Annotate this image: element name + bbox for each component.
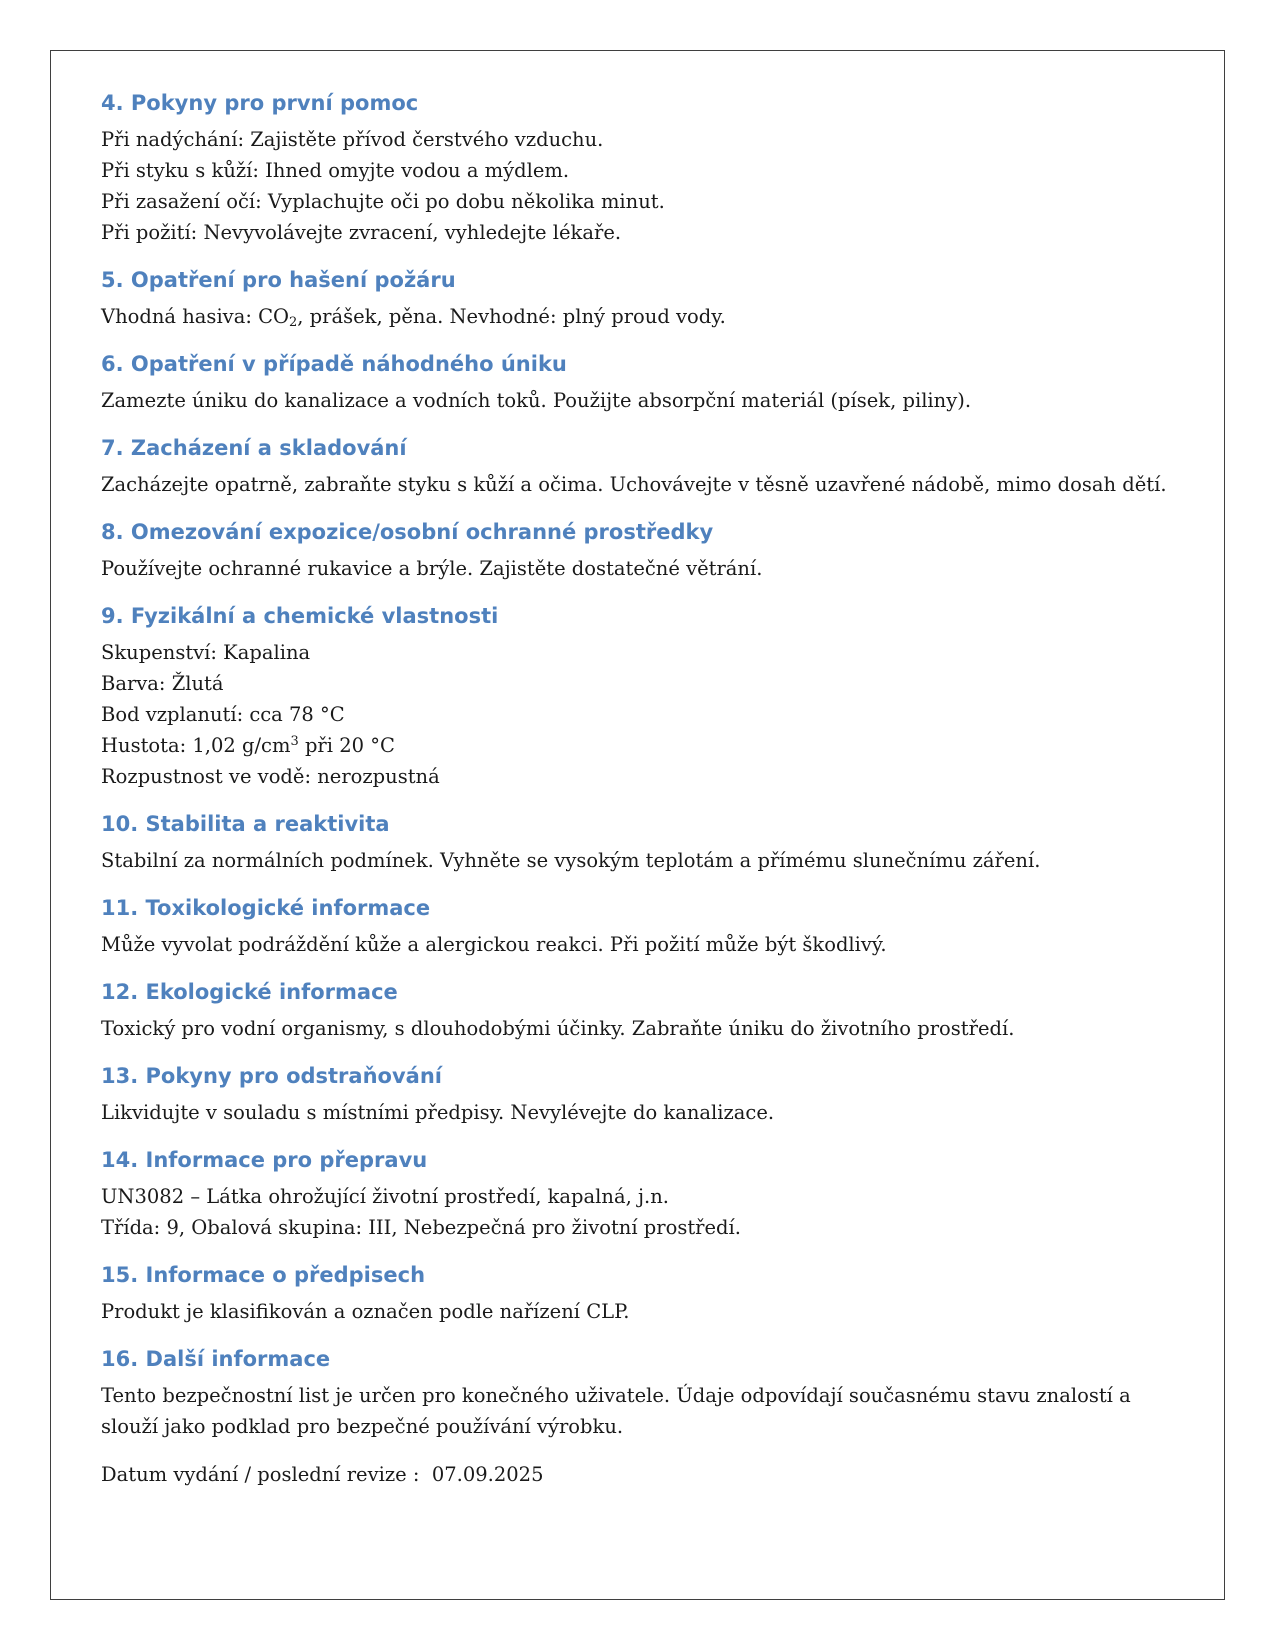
section-toxicology — [101, 893, 1191, 960]
text-fragment: při 20 °C — [298, 734, 395, 757]
section-regulatory — [101, 1260, 1191, 1327]
revision-date-label: Datum vydání / poslední revize : — [101, 1463, 420, 1486]
text-line: Bod vzplanutí: cca 78 °C — [101, 703, 345, 726]
section-heading: 9. Fyzikální a chemické vlastnosti — [101, 604, 499, 628]
text-fragment: Vhodná hasiva: CO — [101, 305, 289, 328]
text-line: Rozpustnost ve vodě: nerozpustná — [101, 765, 440, 788]
section-heading: 4. Pokyny pro první pomoc — [101, 91, 419, 115]
section-heading: 6. Opatření v případě náhodného úniku — [101, 352, 567, 376]
text-line — [101, 301, 1191, 332]
section-heading: 14. Informace pro přepravu — [101, 1148, 428, 1172]
section-heading: 12. Ekologické informace — [101, 980, 398, 1004]
section-heading: 8. Omezování expozice/osobní ochranné prostředky — [101, 520, 714, 544]
section-heading: 13. Pokyny pro odstraňování — [101, 1064, 442, 1088]
section-first-aid — [101, 88, 1191, 248]
section-heading: 10. Stabilita a reaktivita — [101, 812, 390, 836]
text-line: Zamezte úniku do kanalizace a vodních toků. Použijte absorpční materiál (písek, piliny). — [101, 389, 972, 412]
text-fragment: Hustota: 1,02 g/cm — [101, 734, 291, 757]
text-line: Barva: Žlutá — [101, 672, 224, 695]
text-line — [101, 730, 1191, 761]
section-heading: 15. Informace o předpisech — [101, 1263, 426, 1287]
text-line: Zacházejte opatrně, zabraňte styku s kůží a očima. Uchovávejte v těsně uzavřené nádobě, mimo dosah dětí. — [101, 473, 1167, 496]
section-heading: 11. Toxikologické informace — [101, 896, 431, 920]
text-line: Může vyvolat podráždění kůže a alergickou reakci. Při požití může být škodlivý. — [101, 933, 887, 956]
section-heading: 7. Zacházení a skladování — [101, 436, 407, 460]
section-transport — [101, 1145, 1191, 1243]
section-other-info — [101, 1344, 1191, 1442]
section-exposure-controls — [101, 517, 1191, 584]
text-line: Třída: 9, Obalová skupina: III, Nebezpečná pro životní prostředí. — [101, 1216, 741, 1239]
text-line: Likvidujte v souladu s místními předpisy. Nevylévejte do kanalizace. — [101, 1101, 775, 1124]
section-handling-storage — [101, 433, 1191, 500]
section-heading: 16. Další informace — [101, 1347, 331, 1371]
section-stability — [101, 809, 1191, 876]
document-body — [101, 88, 1191, 1490]
text-line: UN3082 – Látka ohrožující životní prostředí, kapalná, j.n. — [101, 1185, 669, 1208]
section-firefighting — [101, 265, 1191, 332]
text-line: Při požití: Nevyvolávejte zvracení, vyhledejte lékaře. — [101, 221, 622, 244]
text-line: slouží jako podklad pro bezpečné používání výrobku. — [101, 1415, 624, 1438]
section-disposal — [101, 1061, 1191, 1128]
text-line: Používejte ochranné rukavice a brýle. Zajistěte dostatečné větrání. — [101, 557, 763, 580]
section-heading: 5. Opatření pro hašení požáru — [101, 268, 456, 292]
text-line: Produkt je klasifikován a označen podle nařízení CLP. — [101, 1300, 630, 1323]
revision-date-value: 07.09.2025 — [431, 1463, 544, 1486]
text-line: Při nadýchání: Zajistěte přívod čerstvého vzduchu. — [101, 128, 604, 151]
revision-date — [101, 1459, 1191, 1490]
section-accidental-release — [101, 349, 1191, 416]
text-fragment: , prášek, pěna. Nevhodné: plný proud vody. — [297, 305, 726, 328]
text-line: Při zasažení očí: Vyplachujte oči po dobu několika minut. — [101, 190, 665, 213]
text-line: Při styku s kůží: Ihned omyjte vodou a mýdlem. — [101, 159, 570, 182]
section-ecology — [101, 977, 1191, 1044]
text-line: Tento bezpečnostní list je určen pro konečného uživatele. Údaje odpovídají současnému stavu znalostí a — [101, 1384, 1131, 1407]
text-line: Skupenství: Kapalina — [101, 641, 311, 664]
subscript: 2 — [289, 315, 298, 330]
section-physical-properties — [101, 601, 1191, 792]
superscript: 3 — [290, 734, 299, 749]
text-line: Stabilní za normálních podmínek. Vyhněte se vysokým teplotám a přímému slunečnímu záření. — [101, 849, 1041, 872]
text-line: Toxický pro vodní organismy, s dlouhodobými účinky. Zabraňte úniku do životního prostředí. — [101, 1017, 1015, 1040]
